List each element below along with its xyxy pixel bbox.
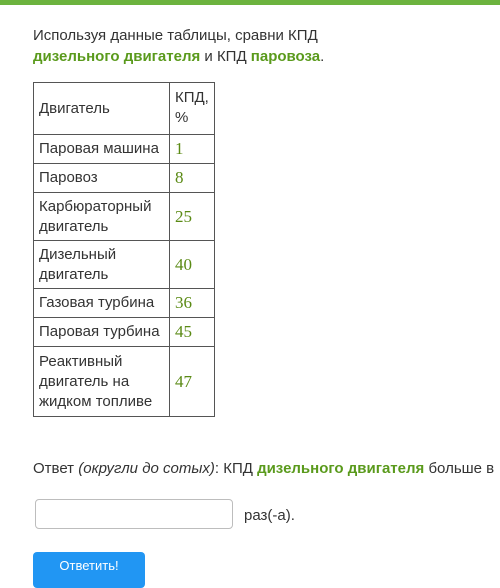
top-accent-bar — [0, 0, 500, 5]
question-part3: . — [320, 48, 325, 65]
table-header-row — [34, 83, 215, 135]
kpd-cell: 36 — [170, 289, 215, 318]
question-highlight-locomotive: паровоза — [250, 48, 321, 65]
efficiency-table — [33, 82, 215, 417]
table-row — [34, 318, 215, 347]
answer-middle: : КПД — [214, 460, 258, 477]
table-row — [34, 347, 215, 417]
header-kpd: КПД, % — [170, 83, 215, 135]
table-row — [34, 289, 215, 318]
question-highlight-diesel: дизельного двигателя — [33, 48, 201, 65]
answer-highlight-diesel: дизельного двигателя — [257, 460, 425, 477]
answer-suffix: больше в — [424, 460, 495, 477]
answer-prefix: Ответ — [33, 460, 79, 477]
answer-input[interactable] — [35, 499, 233, 529]
engine-cell: Паровоз — [34, 164, 170, 193]
header-engine: Двигатель — [34, 83, 170, 135]
engine-cell: Паровая машина — [34, 135, 170, 164]
engine-cell: Дизельный двигатель — [34, 241, 170, 289]
kpd-cell: 45 — [170, 318, 215, 347]
kpd-cell: 1 — [170, 135, 215, 164]
submit-button[interactable]: Ответить! — [33, 552, 145, 588]
answer-hint: (округли до сотых) — [78, 460, 215, 477]
question-part2: и КПД — [200, 48, 251, 65]
question-part1: Используя данные таблицы, сравни КПД — [33, 27, 318, 44]
table-row — [34, 241, 215, 289]
answer-prompt — [33, 460, 494, 477]
kpd-cell: 25 — [170, 193, 215, 241]
table-row — [34, 135, 215, 164]
engine-cell: Карбюраторный двигатель — [34, 193, 170, 241]
kpd-cell: 47 — [170, 347, 215, 417]
kpd-cell: 8 — [170, 164, 215, 193]
table-row — [34, 193, 215, 241]
kpd-cell: 40 — [170, 241, 215, 289]
question-text — [33, 25, 473, 67]
answer-unit: раз(-а). — [244, 507, 295, 524]
table-row — [34, 164, 215, 193]
engine-cell: Реактивный двигатель на жидком топливе — [34, 347, 170, 417]
engine-cell: Газовая турбина — [34, 289, 170, 318]
engine-cell: Паровая турбина — [34, 318, 170, 347]
